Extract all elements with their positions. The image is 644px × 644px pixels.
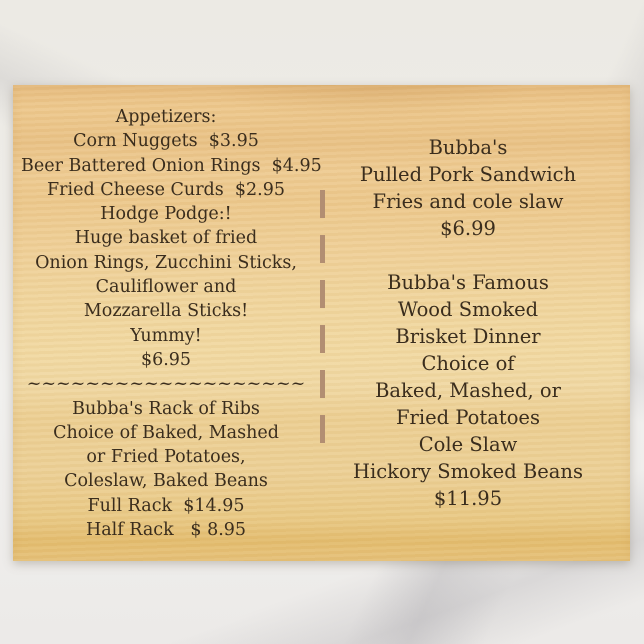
menu-line: Pulled Pork Sandwich xyxy=(359,163,577,186)
menu-line: Corn Nuggets $3.95 xyxy=(73,131,259,152)
menu-line: Hickory Smoked Beans xyxy=(353,460,583,483)
menu-line: Wood Smoked xyxy=(397,298,539,321)
menu-line: Fried Cheese Curds $2.95 xyxy=(47,179,285,200)
menu-line: Choice of Baked, Mashed xyxy=(53,422,279,443)
menu-line: Mozzarella Sticks! xyxy=(83,301,249,322)
menu-line: Huge basket of fried xyxy=(74,228,258,249)
menu-line: Cauliflower and xyxy=(95,277,237,298)
menu-line: Half Rack $ 8.95 xyxy=(85,520,247,541)
brisket-dinner-section xyxy=(338,269,598,512)
menu-line: $11.95 xyxy=(433,487,503,510)
menu-line: Yummy! xyxy=(130,325,202,346)
left-menu-column xyxy=(21,105,322,542)
menu-line: Onion Rings, Zucchini Sticks, xyxy=(35,252,297,273)
menu-line: Fries and cole slaw xyxy=(372,190,564,213)
menu-line: Coleslaw, Baked Beans xyxy=(64,471,268,492)
squiggle-section-divider: ~~~~~~~~~~~~~~~~~~~ xyxy=(26,374,306,395)
menu-line: Cole Slaw xyxy=(418,433,518,456)
menu-line: Fried Potatoes xyxy=(396,406,540,429)
appetizers-heading: Appetizers: xyxy=(115,107,217,127)
menu-line: $6.99 xyxy=(440,217,496,240)
menu-line: Hodge Podge:! xyxy=(100,204,232,225)
menu-line: Beer Battered Onion Rings $4.95 xyxy=(21,155,322,176)
menu-line: $6.95 xyxy=(140,349,192,370)
menu-flyer-paper xyxy=(13,85,630,561)
dashed-column-divider xyxy=(320,190,325,443)
menu-line: Brisket Dinner xyxy=(395,325,541,348)
menu-line: Baked, Mashed, or xyxy=(375,379,561,402)
menu-line: Bubba's Famous xyxy=(387,271,549,294)
menu-line: Choice of xyxy=(421,352,515,375)
menu-line: or Fried Potatoes, xyxy=(86,447,246,468)
menu-line: Full Rack $14.95 xyxy=(87,495,245,516)
menu-line: Bubba's Rack of Ribs xyxy=(72,398,260,419)
menu-line: Bubba's xyxy=(428,136,508,159)
pulled-pork-section xyxy=(338,134,598,242)
